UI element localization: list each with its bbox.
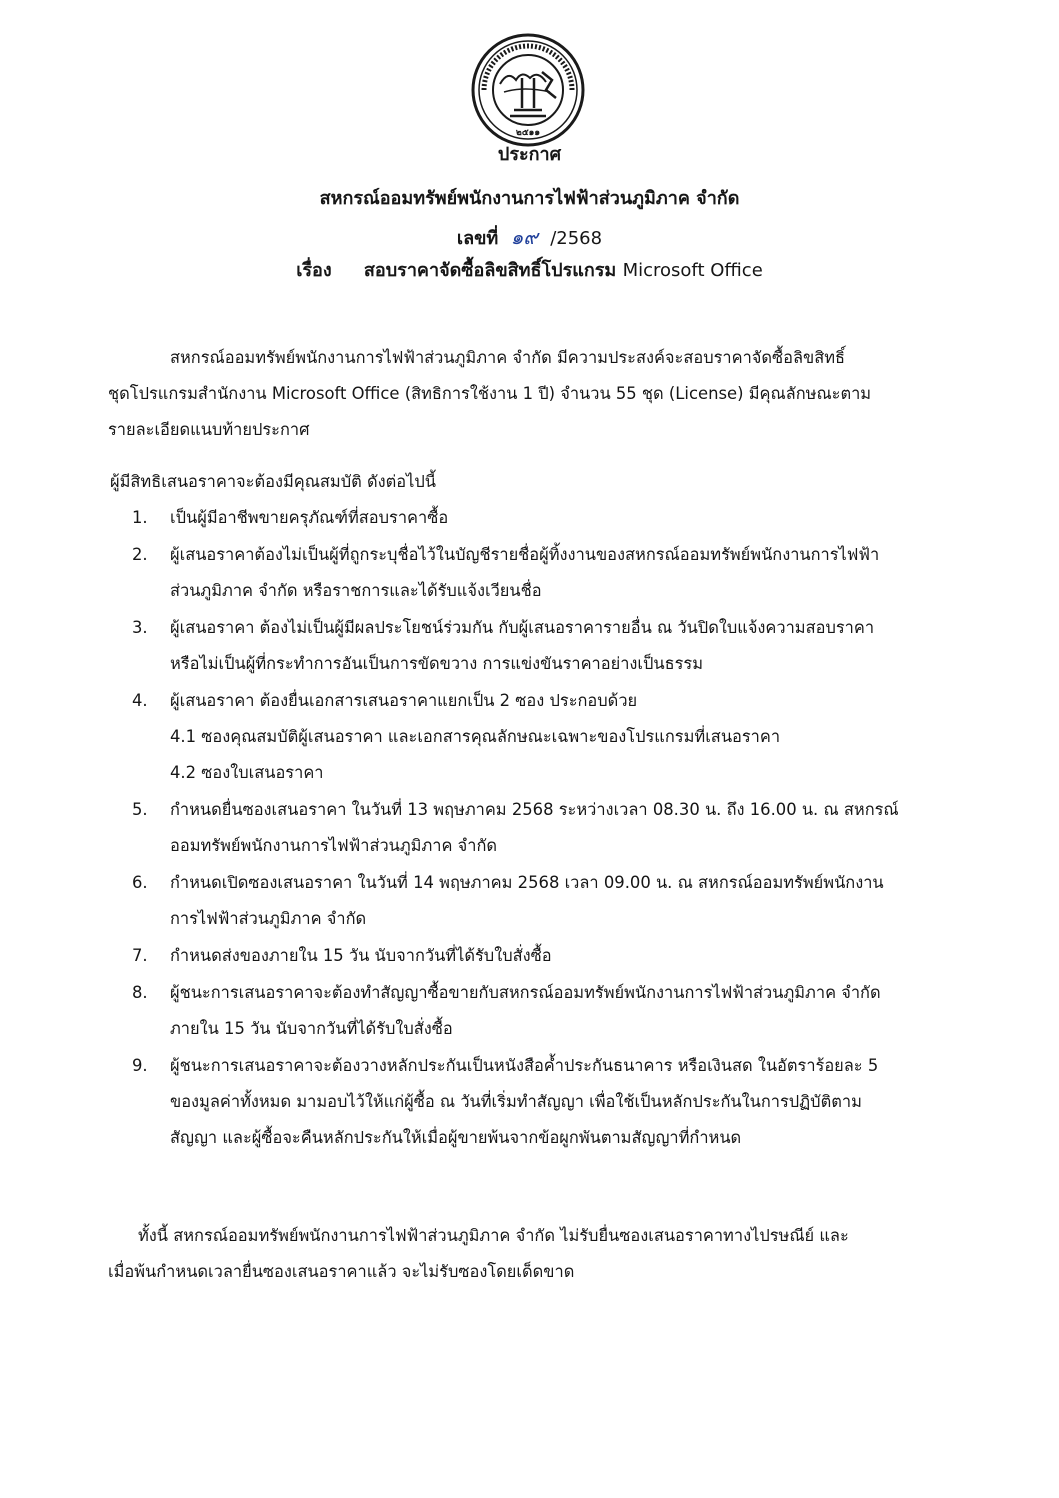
list-item-9 <box>132 1048 972 1156</box>
item-text: เป็นผู้มีอาชีพขายครุภัณฑ์ที่สอบราคาซื้อ <box>170 508 449 527</box>
item-text: ผู้เสนอราคา ต้องไม่เป็นผู้มีผลประโยชน์ร่วมกัน กับผู้เสนอราคารายอื่น ณ วันปิดใบแจ้งความสอบราคา <box>170 618 875 637</box>
list-item-4 <box>132 683 972 719</box>
organization-name: สหกรณ์ออมทรัพย์พนักงานการไฟฟ้าส่วนภูมิภาค จำกัด <box>319 188 740 209</box>
item-text: ผู้ชนะการเสนอราคาจะต้องทำสัญญาซื้อขายกับสหกรณ์ออมทรัพย์พนักงานการไฟฟ้าส่วนภูมิภาค จำกัด <box>170 983 881 1002</box>
list-item-1 <box>132 500 972 536</box>
list-item-6 <box>132 865 972 937</box>
subject-latin: Microsoft Office <box>622 260 763 281</box>
qualifications-list <box>132 500 972 1156</box>
handwritten-number: ๑๙ <box>510 225 538 249</box>
closing-line-1: ทั้งนี้ สหกรณ์ออมทรัพย์พนักงานการไฟฟ้าส่วนภูมิภาค จำกัด ไม่รับยื่นซองเสนอราคาทางไปรษณีย์ และ <box>138 1226 849 1245</box>
cooperative-seal-logo <box>470 32 586 148</box>
announcement-number <box>0 224 1059 252</box>
item-text: การไฟฟ้าส่วนภูมิภาค จำกัด <box>170 909 367 928</box>
qualifications-heading: ผู้มีสิทธิเสนอราคาจะต้องมีคุณสมบัติ ดังต่อไปนี้ <box>110 472 436 491</box>
intro-line-2: ชุดโปรแกรมสำนักงาน Microsoft Office (สิทธิการใช้งาน 1 ปี) จำนวน 55 ชุด (License) มีคุณลักษณะตาม <box>108 384 872 403</box>
list-item-7 <box>132 938 972 974</box>
item-number: 2. <box>132 545 148 564</box>
item-text: ส่วนภูมิภาค จำกัด หรือราชการและได้รับแจ้งเวียนชื่อ <box>170 581 542 600</box>
number-label: เลขที่ <box>456 228 499 249</box>
closing-paragraph <box>108 1218 968 1290</box>
item-text: ของมูลค่าทั้งหมด มามอบไว้ให้แก่ผู้ซื้อ ณ วันที่เริ่มทำสัญญา เพื่อใช้เป็นหลักประกันในการปฏิบัติตาม <box>170 1092 862 1111</box>
announcement-title: ประกาศ <box>497 144 562 165</box>
list-item-2 <box>132 537 972 609</box>
item-text: ผู้เสนอราคา ต้องยื่นเอกสารเสนอราคาแยกเป็น 2 ซอง ประกอบด้วย <box>170 691 638 710</box>
item-text: หรือไม่เป็นผู้ที่กระทำการอันเป็นการขัดขวาง การแข่งขันราคาอย่างเป็นธรรม <box>170 654 704 673</box>
svg-text:๒๕๑๑: ๒๕๑๑ <box>515 128 541 138</box>
intro-paragraph <box>108 340 968 448</box>
item-number: 9. <box>132 1056 148 1075</box>
item-number: 7. <box>132 946 148 965</box>
item-text: สัญญา และผู้ซื้อจะคืนหลักประกันให้เมื่อผู้ขายพ้นจากข้อผูกพันตามสัญญาที่กำหนด <box>170 1128 742 1147</box>
list-item-3 <box>132 610 972 682</box>
sub-item-4-1: 4.1 ซองคุณสมบัติผู้เสนอราคา และเอกสารคุณลักษณะเฉพาะของโปรแกรมที่เสนอราคา <box>170 727 781 746</box>
item-number: 5. <box>132 800 148 819</box>
item-text: ผู้ชนะการเสนอราคาจะต้องวางหลักประกันเป็นหนังสือค้ำประกันธนาคาร หรือเงินสด ในอัตราร้อยละ 5 <box>170 1056 879 1075</box>
item-text: กำหนดส่งของภายใน 15 วัน นับจากวันที่ได้รับใบสั่งซื้อ <box>170 946 552 965</box>
number-year: /2568 <box>550 228 603 249</box>
intro-line-3: รายละเอียดแนบท้ายประกาศ <box>108 420 310 439</box>
item-text: ผู้เสนอราคาต้องไม่เป็นผู้ที่ถูกระบุชื่อไว้ในบัญชีรายชื่อผู้ทิ้งงานของสหกรณ์ออมทรัพย์พนักงานการไฟฟ้า <box>170 545 880 564</box>
item-number: 6. <box>132 873 148 892</box>
item-number: 3. <box>132 618 148 637</box>
list-item-5 <box>132 792 972 864</box>
subject-thai: สอบราคาจัดซื้อลิขสิทธิ์โปรแกรม <box>363 260 617 281</box>
item-number: 1. <box>132 508 148 527</box>
subject-label: เรื่อง <box>296 260 332 281</box>
item-text: ภายใน 15 วัน นับจากวันที่ได้รับใบสั่งซื้อ <box>170 1019 453 1038</box>
subject-line <box>0 258 1059 284</box>
item-number: 8. <box>132 983 148 1002</box>
item-text: ออมทรัพย์พนักงานการไฟฟ้าส่วนภูมิภาค จำกัด <box>170 836 498 855</box>
item-number: 4. <box>132 691 148 710</box>
intro-line-1: สหกรณ์ออมทรัพย์พนักงานการไฟฟ้าส่วนภูมิภาค จำกัด มีความประสงค์จะสอบราคาจัดซื้อลิขสิทธิ์ <box>170 348 846 367</box>
item-text: กำหนดเปิดซองเสนอราคา ในวันที่ 14 พฤษภาคม 2568 เวลา 09.00 น. ณ สหกรณ์ออมทรัพย์พนักงาน <box>170 873 884 892</box>
list-item-8 <box>132 975 972 1047</box>
item-text: กำหนดยื่นซองเสนอราคา ในวันที่ 13 พฤษภาคม 2568 ระหว่างเวลา 08.30 น. ถึง 16.00 น. ณ สหกรณ์ <box>170 800 899 819</box>
closing-line-2: เมื่อพ้นกำหนดเวลายื่นซองเสนอราคาแล้ว จะไม่รับซองโดยเด็ดขาด <box>108 1262 575 1281</box>
sub-item-4-2: 4.2 ซองใบเสนอราคา <box>170 763 324 782</box>
